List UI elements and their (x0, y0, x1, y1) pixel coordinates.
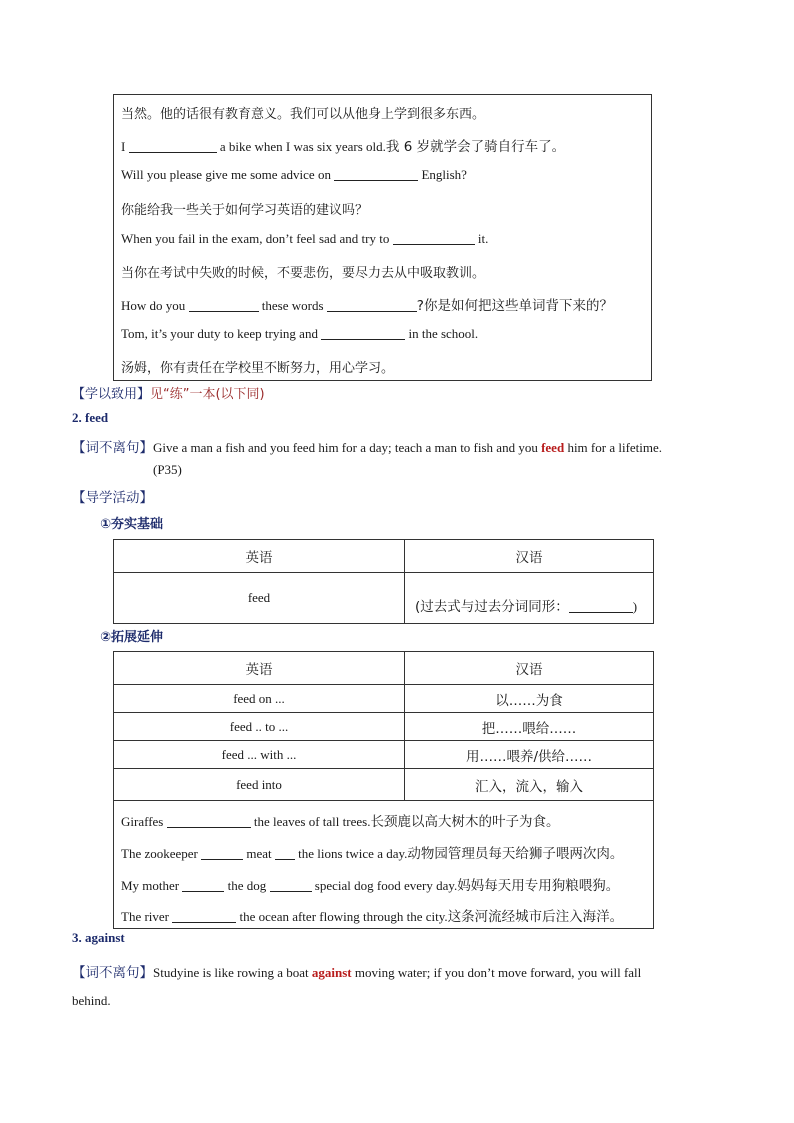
activity-label: 【导学活动】 (72, 490, 153, 506)
answer-blank[interactable] (201, 847, 243, 860)
section-heading-feed: 2. feed (72, 410, 109, 425)
answer-blank[interactable] (189, 299, 259, 312)
extension-table (113, 651, 654, 929)
phrase-cell: feed on ... (114, 685, 405, 713)
column-header-chinese: 汉语 (405, 652, 654, 685)
sentence-zh-6: 当你在考试中失败的时候，不要悲伤，要尽力去从中吸取教训。 (121, 266, 486, 281)
meaning-cell: 用……喂养/供给…… (405, 741, 654, 769)
phrase-cell: feed into (114, 769, 405, 801)
answer-blank[interactable] (327, 299, 417, 312)
answer-blank[interactable] (167, 815, 251, 828)
apply-note: 【学以致用】见“练”一本(以下同) (72, 387, 265, 402)
example-quote-against-line2: behind. (72, 993, 111, 1008)
subheading-basics: ①夯实基础 (100, 517, 164, 532)
column-header-english: 英语 (114, 540, 405, 573)
answer-blank[interactable] (275, 847, 295, 860)
sentence-5: When you fail in the exam, don’t feel sad and try to it. (121, 231, 489, 246)
practice-sentence-4: The river the ocean after flowing through the city.这条河流经城市后注入海洋。 (121, 909, 624, 925)
answer-blank[interactable] (129, 140, 217, 153)
page-reference: (P35) (153, 462, 182, 477)
practice-sentence-3: My mother the dog special dog food every day.妈妈每天用专用狗粮喂狗。 (121, 878, 620, 894)
phrase-cell: feed ... with ... (114, 741, 405, 769)
meaning-cell: 汇入，流入，输入 (405, 769, 654, 801)
subheading-extension: ②拓展延伸 (100, 630, 164, 645)
practice-sentences-cell (114, 801, 654, 929)
example-quote-feed: 【词不离句】Give a man a fish and you feed him for a day; teach a man to fish and you feed him for a lifetime. (72, 440, 663, 456)
practice-sentence-2: The zookeeper meat the lions twice a day.动物园管理员每天给狮子喂两次肉。 (121, 846, 624, 862)
answer-blank[interactable] (172, 910, 236, 923)
exercise-box (113, 94, 652, 381)
meaning-cell: 以……为食 (405, 685, 654, 713)
sentence-2: I a bike when I was six years old.我 6 岁就学会了骑自行车了。 (121, 139, 566, 155)
sentence-3: Will you please give me some advice on English? (121, 167, 467, 182)
phrase-cell: feed .. to ... (114, 713, 405, 741)
example-quote-against: 【词不离句】Studyine is like rowing a boat against moving water; if you don’t move forward, you will fall (72, 965, 642, 981)
answer-blank[interactable] (182, 879, 224, 892)
practice-sentence-1: Giraffes the leaves of tall trees.长颈鹿以高大树木的叶子为食。 (121, 814, 560, 830)
basics-table (113, 539, 654, 624)
answer-blank[interactable] (334, 168, 418, 181)
sentence-7: How do you these words ?你是如何把这些单词背下来的？ (121, 298, 613, 314)
sentence-zh-1: 当然。他的话很有教育意义。我们可以从他身上学到很多东西。 (121, 107, 486, 122)
answer-blank[interactable] (321, 327, 405, 340)
sentence-zh-9: 汤姆，你有责任在学校里不断努力，用心学习。 (121, 361, 395, 376)
column-header-chinese: 汉语 (405, 540, 654, 573)
section-heading-against: 3. against (72, 930, 125, 945)
answer-blank[interactable] (569, 600, 633, 613)
meaning-cell: 把……喂给…… (405, 713, 654, 741)
word-cell: feed (114, 573, 405, 624)
sentence-zh-4: 你能给我一些关于如何学习英语的建议吗？ (121, 203, 369, 218)
answer-blank[interactable] (270, 879, 312, 892)
sentence-8: Tom, it’s your duty to keep trying and in the school. (121, 326, 479, 341)
form-note-cell: (过去式与过去分词同形： ) (405, 573, 654, 624)
answer-blank[interactable] (393, 232, 475, 245)
column-header-english: 英语 (114, 652, 405, 685)
